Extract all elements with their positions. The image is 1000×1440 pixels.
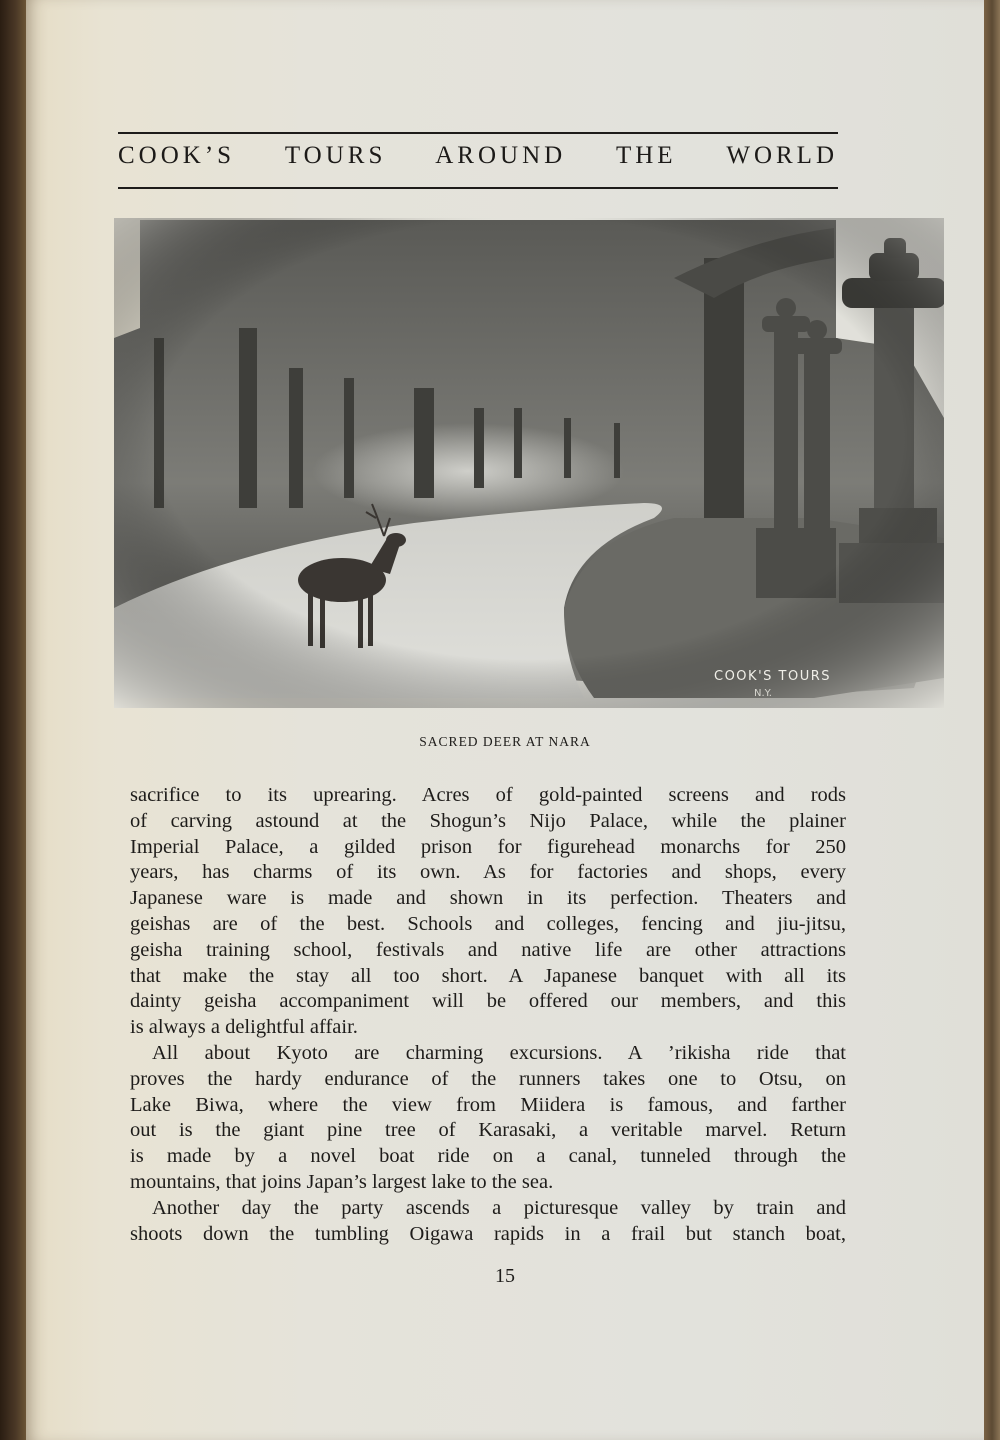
text-line: geishas are of the best. Schools and colleges, fencing and jiu-jitsu,: [130, 912, 846, 935]
book-binding-left: [0, 0, 26, 1440]
text-line: is made by a novel boat ride on a canal, tunneled through the: [130, 1145, 846, 1168]
photo-illustration: [114, 218, 944, 708]
text-line: dainty geisha accompaniment will be offered our members, and this: [130, 990, 846, 1013]
text-line: Japanese ware is made and shown in its perfection. Theaters and: [130, 887, 846, 910]
running-head: COOK’S TOURS AROUND THE WORLD: [118, 142, 838, 169]
text-line: Imperial Palace, a gilded prison for figurehead monarchs for 250: [130, 835, 846, 858]
text-line: proves the hardy endurance of the runners takes one to Otsu, on: [130, 1067, 846, 1090]
header-rule-bottom: [118, 187, 838, 189]
vignette: [114, 218, 944, 708]
text-line: Lake Biwa, where the view from Miidera is famous, and farther: [130, 1093, 846, 1116]
watermark-subtext: N.Y.: [754, 688, 772, 699]
text-line: sacrifice to its uprearing. Acres of gold-painted screens and rods: [130, 784, 846, 806]
body-text: [130, 783, 846, 1247]
text-line: All about Kyoto are charming excursions. A ’rikisha ride that: [152, 1041, 846, 1064]
text-line: that make the stay all too short. A Japanese banquet with all its: [130, 964, 846, 987]
sacred-deer-photo: [114, 218, 944, 708]
watermark-text: COOK'S TOURS: [714, 669, 831, 684]
text-line: is always a delightful affair.: [130, 1016, 358, 1039]
figure-caption: SACRED DEER AT NARA: [419, 734, 591, 749]
text-line: out is the giant pine tree of Karasaki, a veritable marvel. Return: [130, 1119, 846, 1142]
text-line: geisha training school, festivals and native life are other attractions: [130, 938, 846, 961]
text-line: Another day the party ascends a picturesque valley by train and: [152, 1196, 846, 1219]
book-page: [26, 0, 984, 1440]
header-rule-top: [118, 132, 838, 134]
page-number: 15: [495, 1265, 515, 1287]
text-line: years, has charms of its own. As for factories and shops, every: [130, 861, 846, 884]
text-line: shoots down the tumbling Oigawa rapids in a frail but stanch boat,: [130, 1222, 846, 1245]
text-line: mountains, that joins Japan’s largest lake to the sea.: [130, 1170, 554, 1193]
book-binding-right: [984, 0, 1000, 1440]
text-line: of carving astound at the Shogun’s Nijo Palace, while the plainer: [130, 809, 846, 832]
